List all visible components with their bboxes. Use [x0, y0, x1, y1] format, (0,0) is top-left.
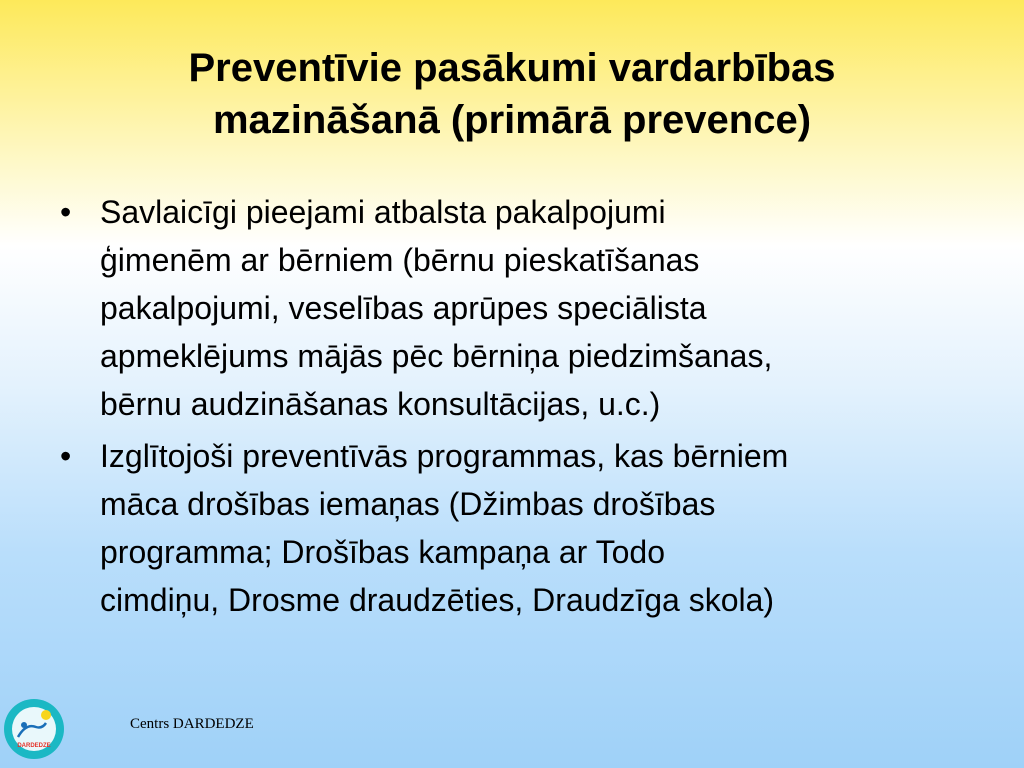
bullet-item [58, 432, 978, 624]
dardedze-logo-icon [2, 697, 66, 761]
footer-organization: Centrs DARDEDZE [130, 716, 254, 732]
bullet-line: ģimenēm ar bērniem (bērnu pieskatīšanas [100, 242, 700, 278]
bullet-line: apmeklējums mājās pēc bērniņa piedzimšanas, [100, 338, 773, 374]
logo-figure-head [21, 722, 27, 728]
bullet-line: pakalpojumi, veselības aprūpes speciālista [100, 290, 707, 326]
bullet-line: Savlaicīgi pieejami atbalsta pakalpojumi [100, 194, 666, 230]
bullet-item [58, 188, 978, 428]
slide-title-line-1: Preventīvie pasākumi vardarbības [188, 46, 836, 90]
bullet-line: cimdiņu, Drosme draudzēties, Draudzīga skola) [100, 582, 775, 618]
slide-title [60, 42, 964, 146]
bullet-line: programma; Drošības kampaņa ar Todo [100, 534, 666, 570]
bullet-list [58, 188, 978, 628]
bullet-line: bērnu audzināšanas konsultācijas, u.c.) [100, 386, 661, 422]
logo-text: DARDEDZE [17, 743, 51, 749]
bullet-icon: • [60, 438, 72, 474]
bullet-line: māca drošības iemaņas (Džimbas drošības [100, 486, 716, 522]
logo-sun [41, 710, 51, 720]
bullet-icon: • [60, 194, 72, 230]
slide-title-line-2: mazināšanā (primārā prevence) [212, 98, 812, 142]
bullet-line: Izglītojoši preventīvās programmas, kas bērniem [100, 438, 789, 474]
